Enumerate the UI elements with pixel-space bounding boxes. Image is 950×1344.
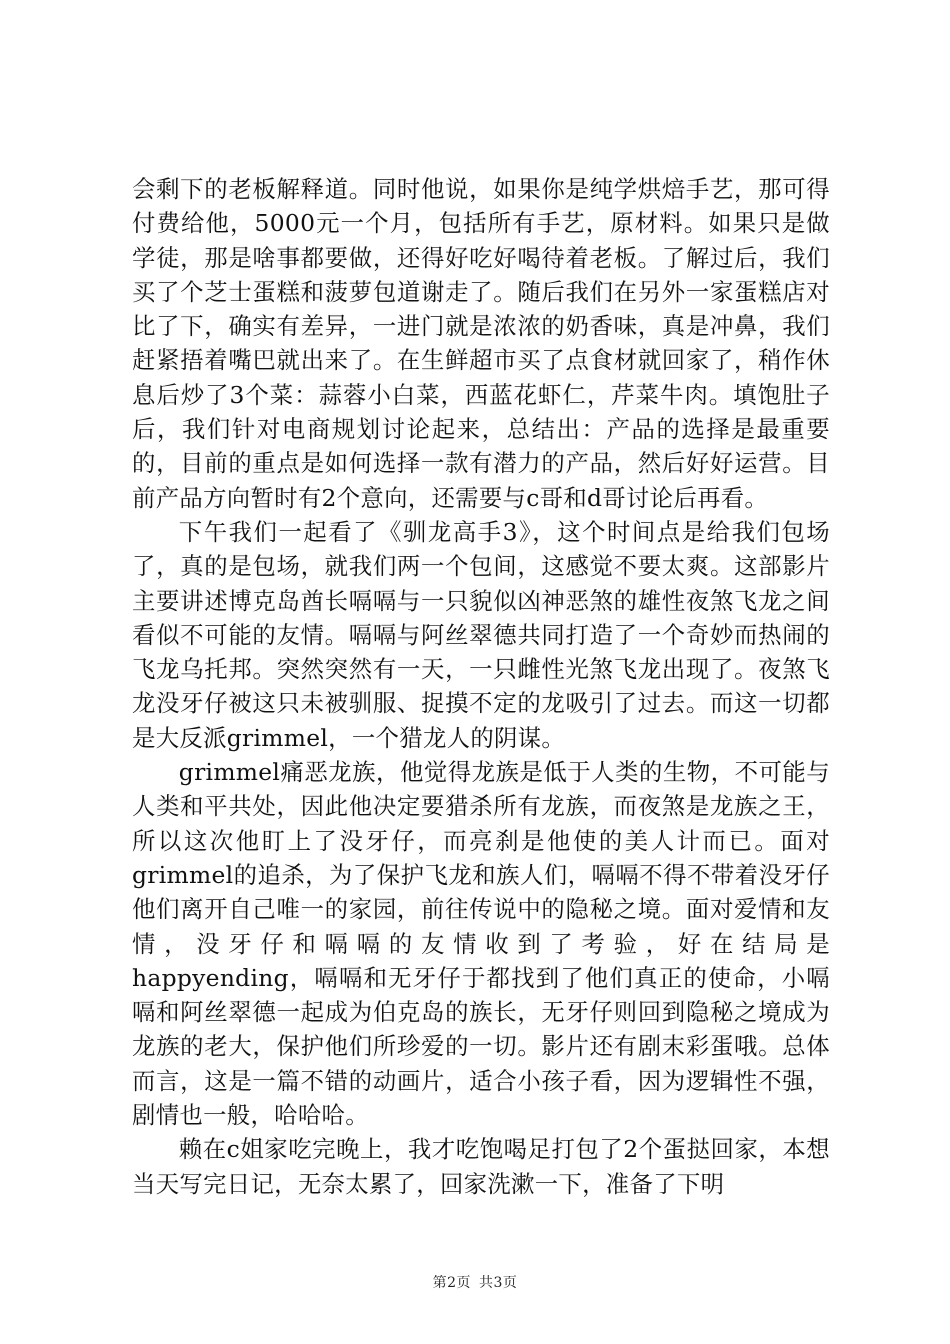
page-total: 共3页 <box>479 1275 518 1291</box>
page-number: 第2页 <box>432 1275 471 1291</box>
page-footer <box>0 1272 950 1292</box>
paragraph-evening: 赖在c姐家吃完晚上，我才吃饱喝足打包了2个蛋挞回家，本想当天写完日记，无奈太累了，回家洗漱一下，准备了下明 <box>132 1135 830 1198</box>
paragraph-movie-plot: grimmel痛恶龙族，他觉得龙族是低于人类的生物，不可能与人类和平共处，因此他决定要猎杀所有龙族，而夜煞是龙族之王，所以这次他盯上了没牙仔，而亮刹是他使的美人计而已。面对grimmel的追杀，为了保护飞龙和族人们，嗝嗝不得不带着没牙仔他们离开自己唯一的家园，前往传说中的隐秘之境。面对爱情和友情，没牙仔和嗝嗝的友情收到了考验，好在结局是happyending，嗝嗝和无牙仔于都找到了他们真正的使命，小嗝嗝和阿丝翠德一起成为伯克岛的族长，无牙仔则回到隐秘之境成为龙族的老大，保护他们所珍爱的一切。影片还有剧末彩蛋哦。总体而言，这是一篇不错的动画片，适合小孩子看，因为逻辑性不强，剧情也一般，哈哈哈。 <box>132 758 830 1130</box>
document-body <box>132 172 830 1201</box>
paragraph-movie-intro: 下午我们一起看了《驯龙高手3》，这个时间点是给我们包场了，真的是包场，就我们两一个包间，这感觉不要太爽。这部影片主要讲述博克岛酋长嗝嗝与一只貌似凶神恶煞的雄性夜煞飞龙之间看似不可能的友情。嗝嗝与阿丝翠德共同打造了一个奇妙而热闹的飞龙乌托邦。突然突然有一天，一只雌性光煞飞龙出现了。夜煞飞龙没牙仔被这只未被驯服、捉摸不定的龙吸引了过去。而这一切都是大反派grimmel，一个猎龙人的阴谋。 <box>132 517 830 752</box>
paragraph-continuation: 会剩下的老板解释道。同时他说，如果你是纯学烘焙手艺，那可得付费给他，5000元一个月，包括所有手艺，原材料。如果只是做学徒，那是啥事都要做，还得好吃好喝待着老板。了解过后，我们买了个芝士蛋糕和菠萝包道谢走了。随后我们在另外一家蛋糕店对比了下，确实有差异，一进门就是浓浓的奶香味，真是冲鼻，我们赶紧捂着嘴巴就出来了。在生鲜超市买了点食材就回家了，稍作休息后炒了3个菜：蒜蓉小白菜，西蓝花虾仁，芹菜牛肉。填饱肚子后，我们针对电商规划讨论起来，总结出：产品的选择是最重要的，目前的重点是如何选择一款有潜力的产品，然后好好运营。目前产品方向暂时有2个意向，还需要与c哥和d哥讨论后再看。 <box>132 175 830 512</box>
